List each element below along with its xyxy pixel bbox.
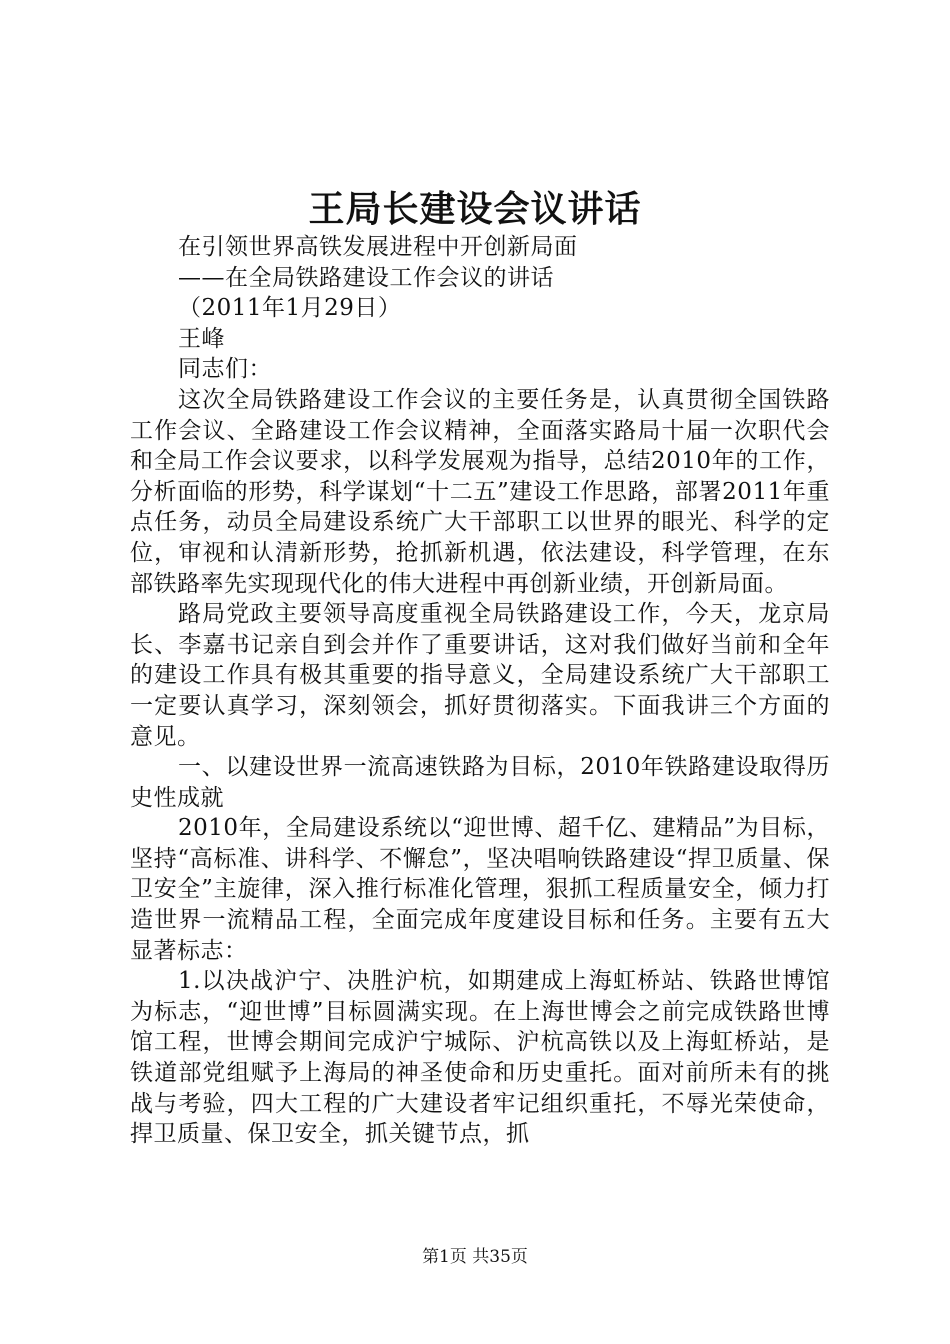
page-footer: 第1页 共35页 xyxy=(422,1247,528,1267)
speech-subtitle: ——在全局铁路建设工作会议的讲话 xyxy=(178,264,554,291)
paragraph: 路局党政主要领导高度重视全局铁路建设工作，今天，龙京局长、李嘉书记亲自到会并作了重要讲话，这对我们做好当前和全年的建设工作具有极其重要的指导意义，全局建设系统广大干部职工一定要认真学习，深刻领会，抓好贯彻落实。下面我讲三个方面的意见。 xyxy=(130,601,830,750)
speech-date: （2011年1月29日） xyxy=(178,295,402,322)
document-body xyxy=(130,232,830,1150)
section-heading: 一、以建设世界一流高速铁路为目标，2010年铁路建设取得历史性成就 xyxy=(130,754,830,811)
speech-title: 在引领世界高铁发展进程中开创新局面 xyxy=(178,234,578,260)
salutation: 同志们： xyxy=(178,356,272,383)
paragraph: 2010年，全局建设系统以“迎世博、超千亿、建精品”为目标，坚持“高标准、讲科学、不懈怠”，坚决唱响铁路建设“捍卫质量、保卫安全”主旋律，深入推行标准化管理，狠抓工程质量安全，倾力打造世界一流精品工程，全面完成年度建设目标和任务。主要有五大显著标志： xyxy=(130,815,830,964)
paragraph: 1.以决战沪宁、决胜沪杭，如期建成上海虹桥站、铁路世博馆为标志，“迎世博”目标圆满实现。在上海世博会之前完成铁路世博馆工程，世博会期间完成沪宁城际、沪杭高铁以及上海虹桥站，是铁道部党组赋予上海局的神圣使命和历史重托。面对前所未有的挑战与考验，四大工程的广大建设者牢记组织重托，不辱光荣使命，捍卫质量、保卫安全，抓关键节点，抓 xyxy=(130,968,830,1148)
paragraph: 这次全局铁路建设工作会议的主要任务是，认真贯彻全国铁路工作会议、全路建设工作会议精神，全面落实路局十届一次职代会和全局工作会议要求，以科学发展观为指导，总结2010年的工作，分析面临的形势，科学谋划“十二五”建设工作思路，部署2011年重点任务，动员全局建设系统广大干部职工以世界的眼光、科学的定位，审视和认清新形势，抢抓新机遇，依法建设，科学管理，在东部铁路率先实现现代化的伟大进程中再创新业绩，开创新局面。 xyxy=(130,386,830,597)
document-title: 王局长建设会议讲话 xyxy=(308,188,642,230)
speaker-name: 王峰 xyxy=(178,325,225,352)
